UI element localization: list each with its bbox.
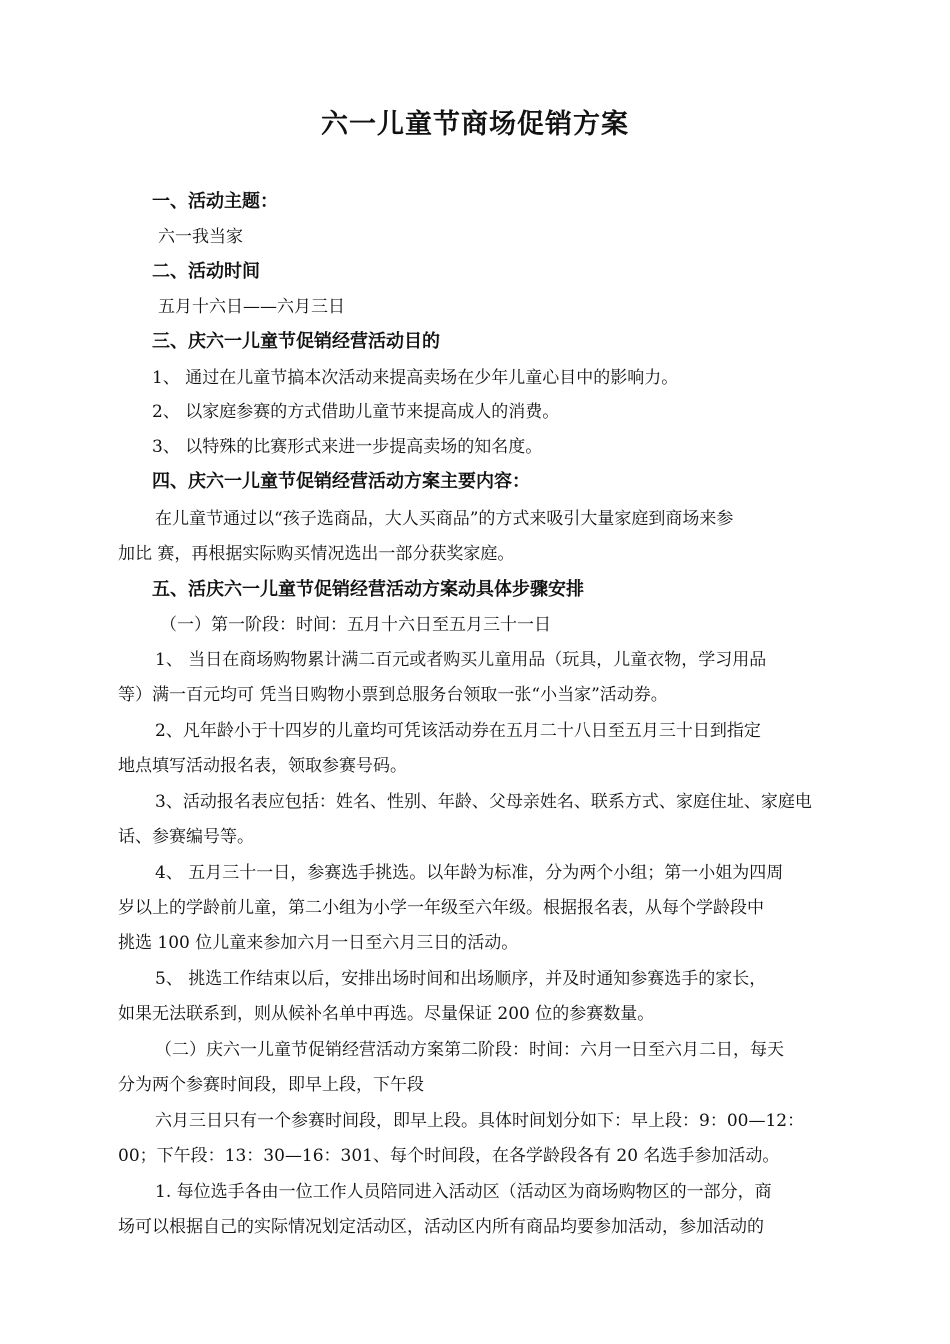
list-item: 1、 通过在儿童节搞本次活动来提高卖场在少年儿童心目中的影响力。 <box>152 368 679 388</box>
section-heading-4: 四、庆六一儿童节促销经营活动方案主要内容： <box>152 471 530 492</box>
list-item: 3、 以特殊的比赛形式来进一步提高卖场的知名度。 <box>152 437 543 457</box>
paragraph-line: 地点填写活动报名表，领取参赛号码。 <box>118 756 407 776</box>
paragraph-line: 六一我当家 <box>158 227 243 247</box>
paragraph-line: 岁以上的学龄前儿童，第二小组为小学一年级至六年级。根据报名表，从每个学龄段中 <box>118 898 764 918</box>
paragraph-line: 加比 赛，再根据实际购买情况选出一部分获奖家庭。 <box>118 544 515 564</box>
paragraph-line: 六月三日只有一个参赛时间段，即早上段。具体时间划分如下：早上段：9：00—12： <box>155 1111 805 1131</box>
document-title: 六一儿童节商场促销方案 <box>321 109 629 140</box>
paragraph-line: 在儿童节通过以“孩子选商品，大人买商品”的方式来吸引大量家庭到商场来参 <box>155 509 734 529</box>
section-heading-5: 五、活庆六一儿童节促销经营活动方案动具体步骤安排 <box>152 579 584 600</box>
section-heading-2: 二、活动时间 <box>152 261 260 282</box>
paragraph-line: 4、 五月三十一日，参赛选手挑选。以年龄为标准，分为两个小组；第一小姐为四周 <box>155 863 784 883</box>
subsection-heading: （一）第一阶段：时间：五月十六日至五月三十一日 <box>160 615 551 635</box>
paragraph-line: 挑选 100 位儿童来参加六月一日至六月三日的活动。 <box>118 933 519 953</box>
paragraph-line: 场可以根据自己的实际情况划定活动区，活动区内所有商品均要参加活动，参加活动的 <box>118 1217 764 1237</box>
paragraph-line: （二）庆六一儿童节促销经营活动方案第二阶段：时间：六月一日至六月二日，每天 <box>155 1040 784 1060</box>
paragraph-line: 5、 挑选工作结束以后，安排出场时间和出场顺序，并及时通知参赛选手的家长， <box>155 969 767 989</box>
paragraph-line: 如果无法联系到，则从候补名单中再选。尽量保证 200 位的参赛数量。 <box>118 1004 655 1024</box>
paragraph-line: 2、凡年龄小于十四岁的儿童均可凭该活动券在五月二十八日至五月三十日到指定 <box>155 721 761 741</box>
paragraph-line: 00；下午段：13：30—16：301、每个时间段，在各学龄段各有 20 名选手参加活动。 <box>118 1146 780 1166</box>
paragraph-line: 话、参赛编号等。 <box>118 827 254 847</box>
paragraph-line: 分为两个参赛时间段，即早上段，下午段 <box>118 1075 424 1095</box>
paragraph-line: 五月十六日——六月三日 <box>158 297 345 317</box>
section-heading-3: 三、庆六一儿童节促销经营活动目的 <box>152 331 440 352</box>
paragraph-line: 等）满一百元均可 凭当日购物小票到总服务台领取一张“小当家”活动券。 <box>118 685 668 705</box>
paragraph-line: 3、活动报名表应包括：姓名、性别、年龄、父母亲姓名、联系方式、家庭住址、家庭电 <box>155 792 812 812</box>
paragraph-line: 1、 当日在商场购物累计满二百元或者购买儿童用品（玩具，儿童衣物，学习用品 <box>155 650 767 670</box>
section-heading-1: 一、活动主题： <box>152 191 278 212</box>
paragraph-line: 1. 每位选手各由一位工作人员陪同进入活动区（活动区为商场购物区的一部分，商 <box>155 1182 772 1202</box>
list-item: 2、 以家庭参赛的方式借助儿童节来提高成人的消费。 <box>152 402 560 422</box>
